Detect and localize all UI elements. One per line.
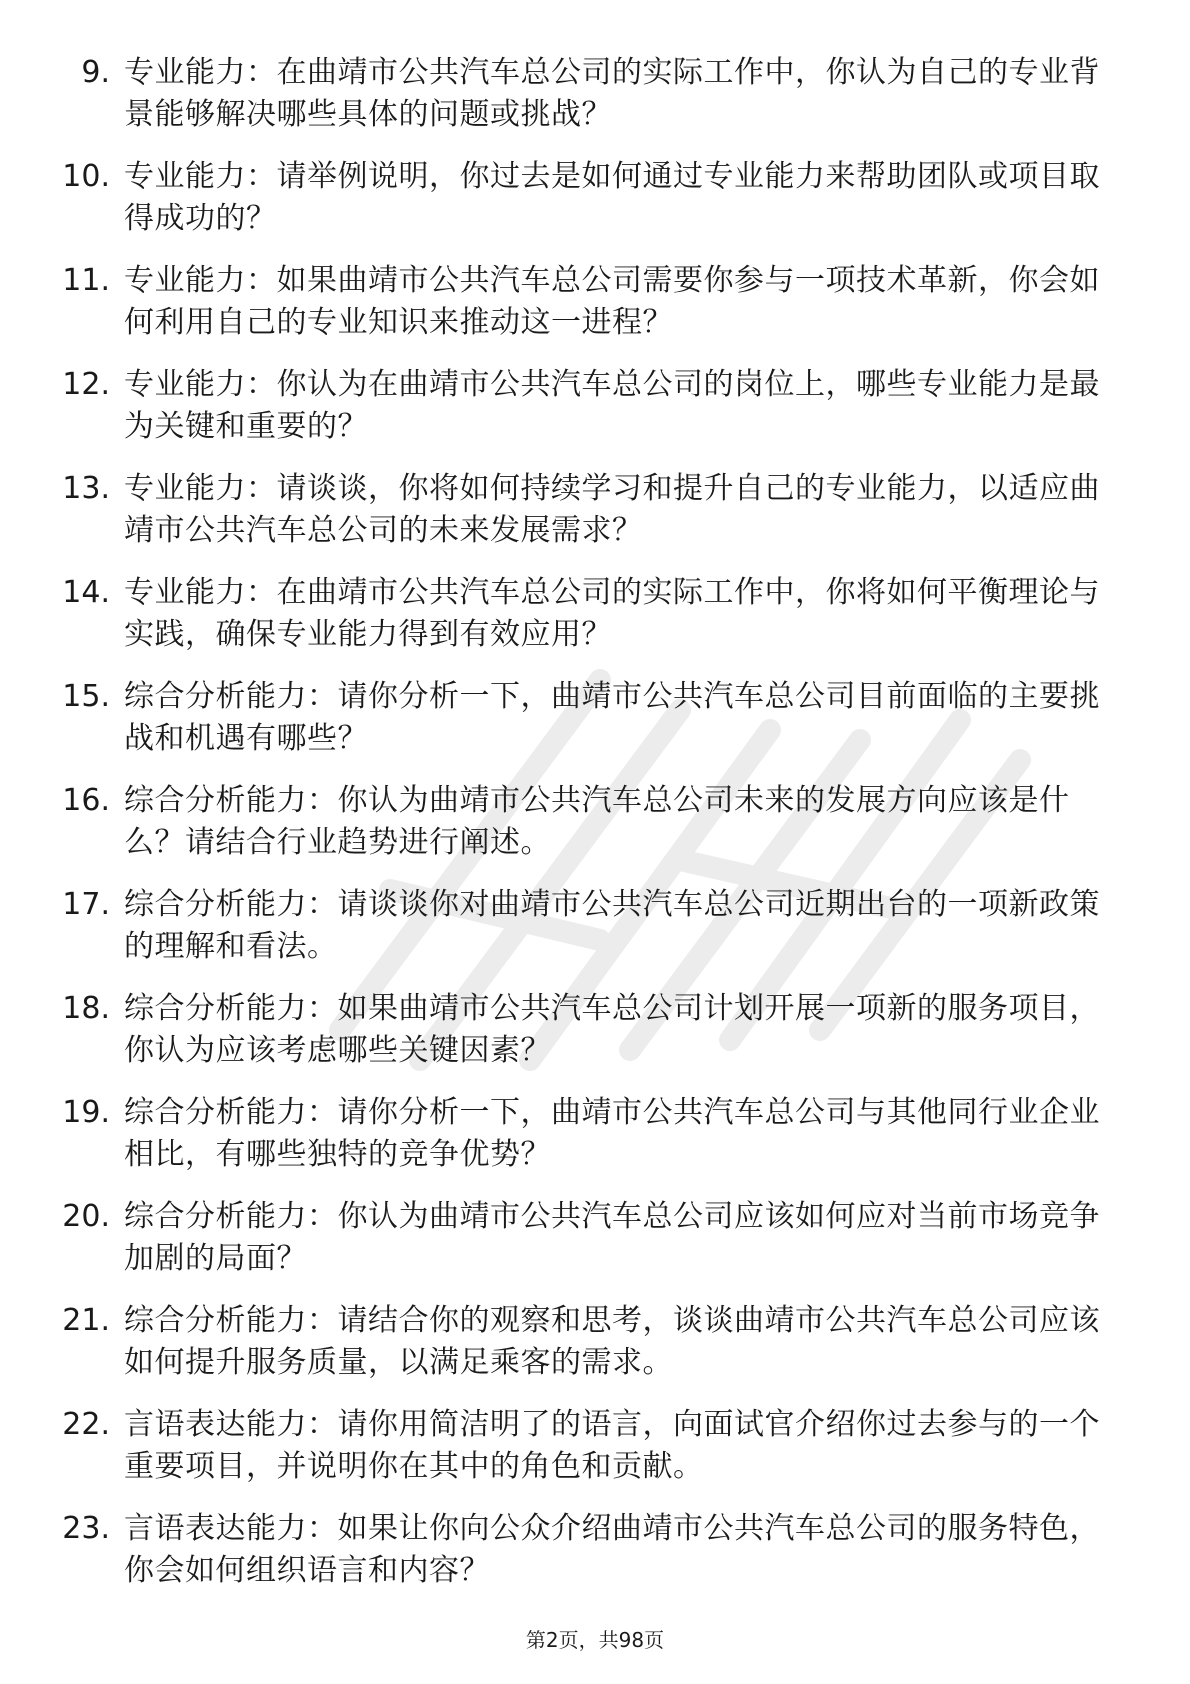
question-text: 综合分析能力：请谈谈你对曲靖市公共汽车总公司近期出台的一项新政策的理解和看法。: [124, 887, 1100, 964]
question-number: 21.: [62, 1303, 110, 1338]
question-number: 23.: [62, 1511, 110, 1546]
list-item: [0, 48, 1190, 152]
question-text: 言语表达能力：请你用简洁明了的语言，向面试官介绍你过去参与的一个重要项目，并说明你在其中的角色和贡献。: [124, 1407, 1100, 1484]
list-item: [0, 1088, 1190, 1192]
question-number: 18.: [62, 991, 110, 1026]
question-text: 言语表达能力：如果让你向公众介绍曲靖市公共汽车总公司的服务特色，你会如何组织语言和内容？: [124, 1511, 1100, 1588]
question-number: 16.: [62, 783, 110, 818]
list-item: [0, 1296, 1190, 1400]
question-text: 专业能力：如果曲靖市公共汽车总公司需要你参与一项技术革新，你会如何利用自己的专业知识来推动这一进程？: [124, 263, 1100, 340]
question-number: 15.: [62, 679, 110, 714]
question-number: 17.: [62, 887, 110, 922]
question-text: 综合分析能力：你认为曲靖市公共汽车总公司应该如何应对当前市场竞争加剧的局面？: [124, 1199, 1100, 1276]
question-text: 综合分析能力：请你分析一下，曲靖市公共汽车总公司目前面临的主要挑战和机遇有哪些？: [124, 679, 1100, 756]
list-item: [0, 776, 1190, 880]
question-number: 13.: [62, 471, 110, 506]
question-text: 专业能力：请谈谈，你将如何持续学习和提升自己的专业能力，以适应曲靖市公共汽车总公司的未来发展需求？: [124, 471, 1100, 548]
list-item: [0, 464, 1190, 568]
question-number: 19.: [62, 1095, 110, 1130]
question-text: 综合分析能力：如果曲靖市公共汽车总公司计划开展一项新的服务项目，你认为应该考虑哪些关键因素？: [124, 991, 1100, 1068]
list-item: [0, 672, 1190, 776]
question-number: 20.: [62, 1199, 110, 1234]
list-item: [0, 568, 1190, 672]
question-number: 12.: [62, 367, 110, 402]
question-text: 专业能力：在曲靖市公共汽车总公司的实际工作中，你将如何平衡理论与实践，确保专业能力得到有效应用？: [124, 575, 1100, 652]
question-list: [0, 48, 1190, 1608]
question-number: 9.: [81, 55, 110, 90]
list-item: [0, 880, 1190, 984]
question-number: 11.: [62, 263, 110, 298]
question-text: 专业能力：请举例说明，你过去是如何通过专业能力来帮助团队或项目取得成功的？: [124, 159, 1100, 236]
page-footer: 第2页，共98页: [525, 1628, 665, 1652]
list-item: [0, 1504, 1190, 1608]
question-number: 10.: [62, 159, 110, 194]
question-text: 专业能力：你认为在曲靖市公共汽车总公司的岗位上，哪些专业能力是最为关键和重要的？: [124, 367, 1100, 444]
list-item: [0, 1192, 1190, 1296]
question-text: 综合分析能力：你认为曲靖市公共汽车总公司未来的发展方向应该是什么？请结合行业趋势进行阐述。: [124, 783, 1070, 860]
question-text: 专业能力：在曲靖市公共汽车总公司的实际工作中，你认为自己的专业背景能够解决哪些具体的问题或挑战？: [124, 55, 1100, 132]
list-item: [0, 360, 1190, 464]
question-number: 22.: [62, 1407, 110, 1442]
question-text: 综合分析能力：请结合你的观察和思考，谈谈曲靖市公共汽车总公司应该如何提升服务质量，以满足乘客的需求。: [124, 1303, 1100, 1380]
question-text: 综合分析能力：请你分析一下，曲靖市公共汽车总公司与其他同行业企业相比，有哪些独特的竞争优势？: [124, 1095, 1100, 1172]
list-item: [0, 256, 1190, 360]
list-item: [0, 984, 1190, 1088]
question-number: 14.: [62, 575, 110, 610]
list-item: [0, 152, 1190, 256]
list-item: [0, 1400, 1190, 1504]
